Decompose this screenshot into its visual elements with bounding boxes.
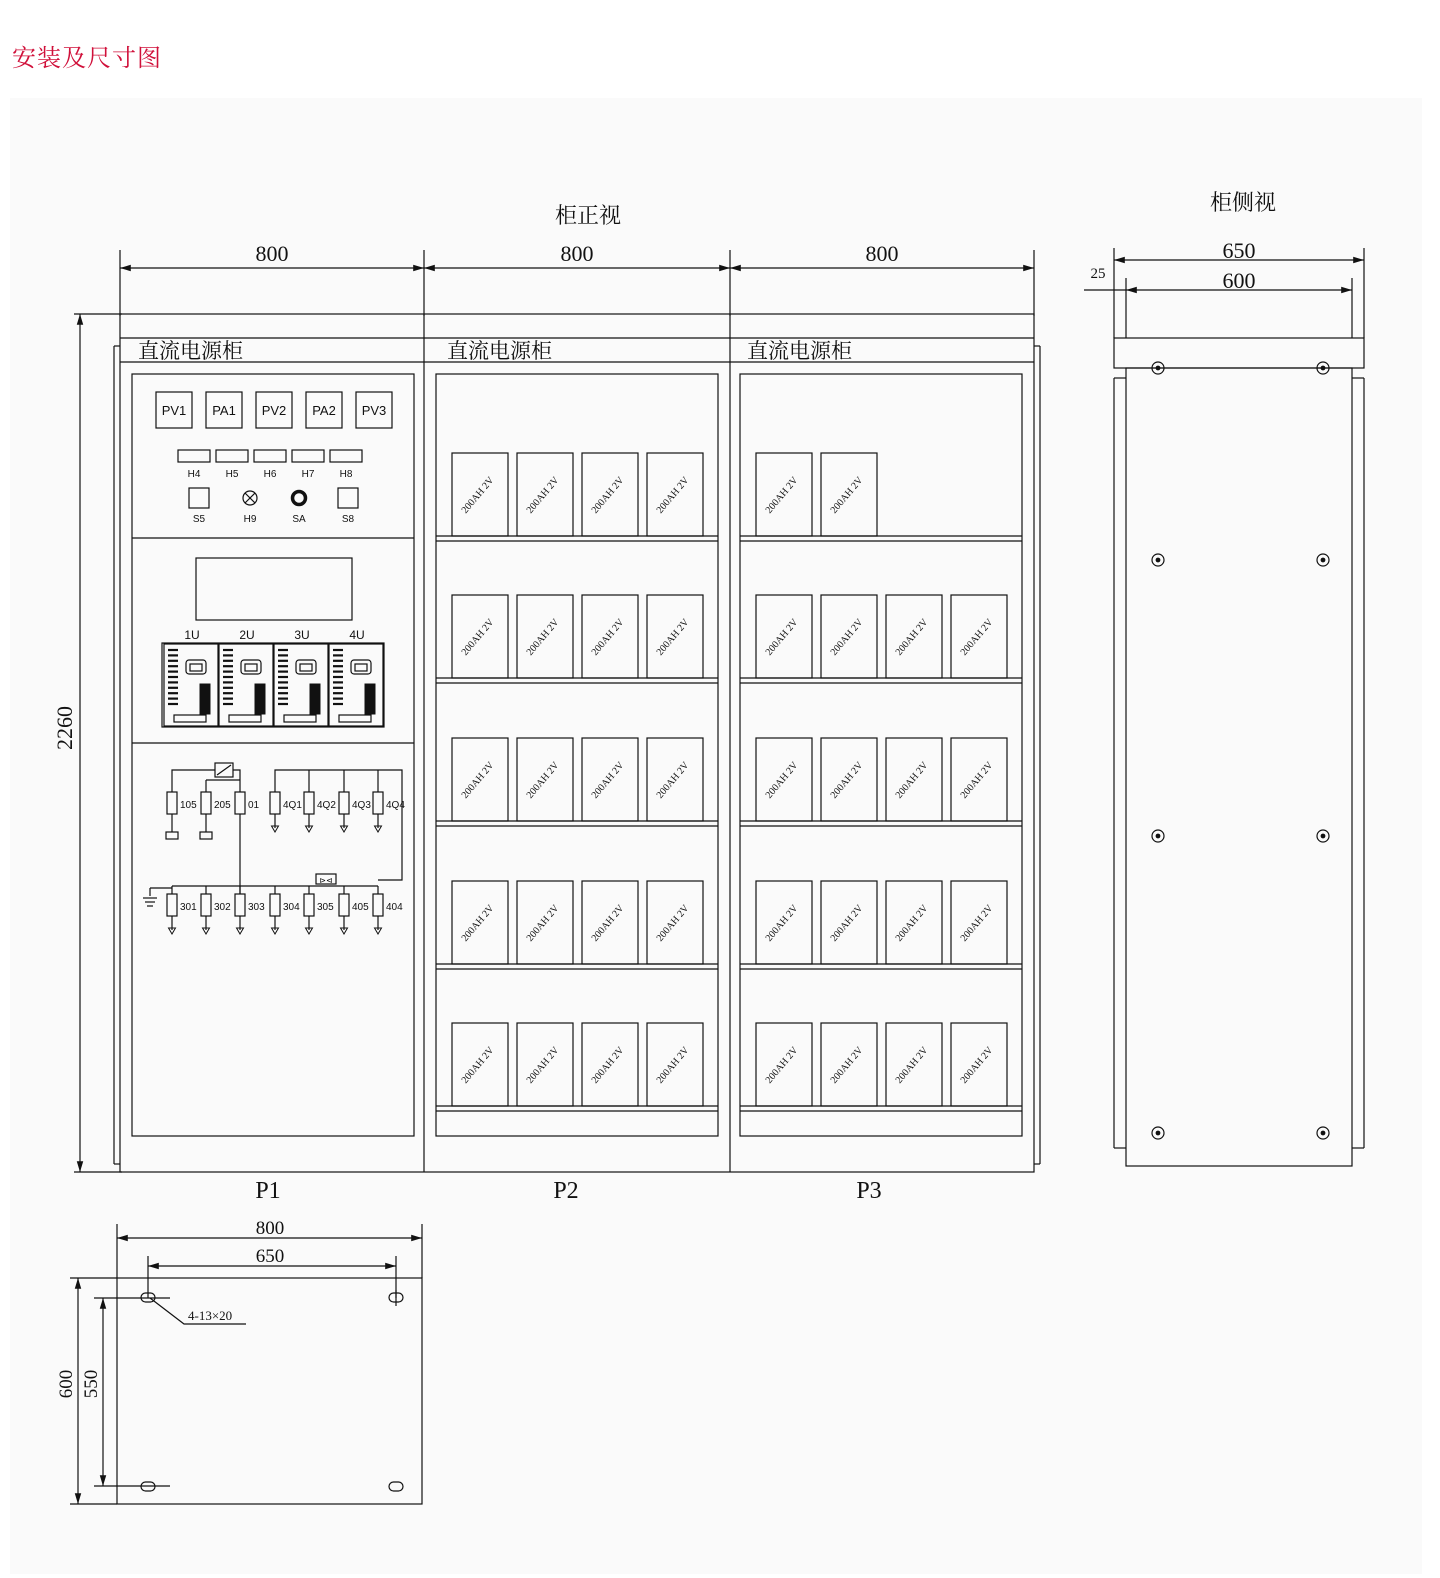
module-display xyxy=(186,660,206,674)
module-heatsink xyxy=(200,684,210,714)
battery-cell xyxy=(886,1023,942,1106)
side-dim-650: 650 xyxy=(1222,238,1256,263)
module-heatsink xyxy=(255,684,265,714)
battery-label: 200AH 2V xyxy=(589,759,627,801)
height-dimension xyxy=(74,314,122,1172)
battery-label: 200AH 2V xyxy=(524,1044,562,1086)
bolt-center xyxy=(1321,834,1326,839)
module-label: 4U xyxy=(349,628,365,642)
base-dim-650: 650 xyxy=(255,1246,285,1267)
control-label: H9 xyxy=(243,514,257,525)
module-label: 2U xyxy=(239,628,255,642)
battery-label: 200AH 2V xyxy=(828,902,866,944)
breaker-label: 4Q2 xyxy=(317,800,336,811)
meter-label: PA2 xyxy=(312,403,336,418)
breaker-label: 4Q3 xyxy=(352,800,371,811)
breaker xyxy=(304,792,314,814)
bolt-center xyxy=(1321,558,1326,563)
battery-label: 200AH 2V xyxy=(589,1044,627,1086)
indicator-lamp xyxy=(216,450,248,462)
battery-cell xyxy=(452,881,508,964)
base-view-drawing xyxy=(70,1224,422,1504)
control-label: S8 xyxy=(341,514,355,525)
width-dim-p2: 800 xyxy=(560,241,594,266)
battery-label: 200AH 2V xyxy=(763,759,801,801)
bolt-center xyxy=(1156,558,1161,563)
battery-cell xyxy=(582,595,638,678)
bolt-center xyxy=(1321,366,1326,371)
battery-label: 200AH 2V xyxy=(589,902,627,944)
battery-cell xyxy=(517,1023,573,1106)
indicator-lamp xyxy=(178,450,210,462)
indicator-lamp xyxy=(292,450,324,462)
breaker-label: 303 xyxy=(248,902,265,913)
battery-label: 200AH 2V xyxy=(763,1044,801,1086)
battery-label: 200AH 2V xyxy=(524,616,562,658)
battery-cell xyxy=(517,738,573,821)
indicator-group xyxy=(178,450,362,480)
switch-button xyxy=(189,488,209,508)
battery-cell xyxy=(821,453,877,536)
cabinet-label-p3: 直流电源柜 xyxy=(747,339,852,363)
breaker-label: 105 xyxy=(180,800,197,811)
battery-cell xyxy=(647,1023,703,1106)
breaker xyxy=(235,894,245,916)
battery-label: 200AH 2V xyxy=(524,902,562,944)
module-display xyxy=(296,660,316,674)
side-view-drawing xyxy=(1084,248,1364,1166)
battery-label: 200AH 2V xyxy=(459,902,497,944)
side-dim-25: 25 xyxy=(1090,266,1106,282)
control-group xyxy=(189,488,358,525)
base-dim-800: 800 xyxy=(255,1218,285,1239)
front-view-title: 柜正视 xyxy=(554,204,622,229)
control-label: SA xyxy=(292,514,306,525)
battery-cell xyxy=(452,738,508,821)
battery-cell xyxy=(951,738,1007,821)
battery-label: 200AH 2V xyxy=(654,1044,692,1086)
battery-label: 200AH 2V xyxy=(893,616,931,658)
selector-switch-icon xyxy=(293,492,306,505)
battery-cell xyxy=(647,881,703,964)
module-handle xyxy=(284,715,316,722)
module-keypad xyxy=(300,664,312,671)
diode-symbol: ⊳⊲ xyxy=(319,876,333,885)
cabinet-label-p2: 直流电源柜 xyxy=(447,339,552,363)
wire xyxy=(275,770,402,880)
fuse-terminal xyxy=(200,832,212,839)
module-heatsink xyxy=(365,684,375,714)
battery-label: 200AH 2V xyxy=(893,759,931,801)
height-dim-label: 2260 xyxy=(52,706,77,750)
module-keypad xyxy=(245,664,257,671)
battery-label: 200AH 2V xyxy=(958,1044,996,1086)
battery-cell xyxy=(886,881,942,964)
breaker xyxy=(270,894,280,916)
battery-label: 200AH 2V xyxy=(654,474,692,516)
breaker xyxy=(167,894,177,916)
module-handle xyxy=(174,715,206,722)
meter-group xyxy=(156,392,392,428)
battery-label: 200AH 2V xyxy=(524,759,562,801)
breaker-label: 301 xyxy=(180,902,197,913)
wire xyxy=(233,770,240,792)
breaker xyxy=(201,792,211,814)
battery-cell xyxy=(452,1023,508,1106)
indicator-lamp xyxy=(330,450,362,462)
wire xyxy=(172,770,215,792)
indicator-lamp xyxy=(254,450,286,462)
breaker-label: 305 xyxy=(317,902,334,913)
breaker xyxy=(270,792,280,814)
battery-label: 200AH 2V xyxy=(459,759,497,801)
battery-cell xyxy=(821,595,877,678)
fuse-terminal xyxy=(166,832,178,839)
battery-cell xyxy=(821,738,877,821)
breaker-label: 302 xyxy=(214,902,231,913)
meter-label: PV2 xyxy=(261,403,287,418)
battery-cell xyxy=(582,453,638,536)
battery-label: 200AH 2V xyxy=(828,474,866,516)
battery-label: 200AH 2V xyxy=(958,902,996,944)
battery-label: 200AH 2V xyxy=(828,1044,866,1086)
indicator-label: H5 xyxy=(225,469,239,480)
width-dim-p3: 800 xyxy=(865,241,899,266)
breaker-label: 01 xyxy=(248,800,260,811)
breaker xyxy=(339,792,349,814)
module-label: 1U xyxy=(184,628,200,642)
installation-drawing xyxy=(10,98,1422,1574)
battery-cell xyxy=(647,595,703,678)
indicator-label: H4 xyxy=(187,469,201,480)
meter-label: PA1 xyxy=(212,403,236,418)
battery-cell xyxy=(452,453,508,536)
breaker-label: 405 xyxy=(352,902,369,913)
battery-cell xyxy=(582,881,638,964)
battery-cell xyxy=(886,595,942,678)
bolt-center xyxy=(1156,366,1161,371)
indicator-label: H7 xyxy=(301,469,315,480)
module-keypad xyxy=(190,664,202,671)
battery-label: 200AH 2V xyxy=(654,616,692,658)
battery-cell xyxy=(517,453,573,536)
battery-cell xyxy=(756,595,812,678)
side-bolt-group xyxy=(1152,362,1329,1139)
breaker-label: 4Q4 xyxy=(386,800,405,811)
module-display xyxy=(241,660,261,674)
side-dim-600: 600 xyxy=(1222,268,1256,293)
cabinet-name-p1: P1 xyxy=(255,1178,281,1204)
battery-cell xyxy=(821,881,877,964)
battery-label: 200AH 2V xyxy=(654,902,692,944)
battery-cell xyxy=(821,1023,877,1106)
width-dim-p1: 800 xyxy=(255,241,289,266)
module-keypad xyxy=(355,664,367,671)
breaker xyxy=(373,894,383,916)
battery-label: 200AH 2V xyxy=(893,1044,931,1086)
meter-label: PV3 xyxy=(361,403,387,418)
battery-cell xyxy=(951,1023,1007,1106)
bolt-center xyxy=(1156,1131,1161,1136)
module-handle xyxy=(229,715,261,722)
breaker xyxy=(201,894,211,916)
cabinet-name-p2: P2 xyxy=(553,1178,579,1204)
breaker-label: 304 xyxy=(283,902,300,913)
battery-cell xyxy=(756,1023,812,1106)
battery-label: 200AH 2V xyxy=(763,902,801,944)
side-view-title: 柜侧视 xyxy=(1209,191,1277,216)
battery-label: 200AH 2V xyxy=(589,474,627,516)
battery-cell xyxy=(756,738,812,821)
breaker xyxy=(304,894,314,916)
battery-cell xyxy=(886,738,942,821)
battery-cell xyxy=(647,738,703,821)
module-display xyxy=(351,660,371,674)
battery-cell xyxy=(517,881,573,964)
drawing-area xyxy=(10,98,1422,1574)
battery-label: 200AH 2V xyxy=(459,474,497,516)
battery-label: 200AH 2V xyxy=(459,1044,497,1086)
battery-group xyxy=(436,453,1022,1111)
base-dim-600: 600 xyxy=(56,1369,77,1399)
breaker xyxy=(339,894,349,916)
section-title: 安装及尺寸图 xyxy=(12,44,162,72)
module-handle xyxy=(339,715,371,722)
indicator-label: H8 xyxy=(339,469,353,480)
battery-label: 200AH 2V xyxy=(589,616,627,658)
battery-label: 200AH 2V xyxy=(524,474,562,516)
indicator-label: H6 xyxy=(263,469,277,480)
battery-cell xyxy=(582,1023,638,1106)
battery-label: 200AH 2V xyxy=(828,616,866,658)
battery-cell xyxy=(452,595,508,678)
battery-cell xyxy=(517,595,573,678)
battery-label: 200AH 2V xyxy=(763,616,801,658)
base-dim-550: 550 xyxy=(81,1369,102,1399)
battery-cell xyxy=(756,881,812,964)
cabinet-name-p3: P3 xyxy=(856,1178,882,1204)
breaker-circuit xyxy=(143,763,405,934)
bolt-center xyxy=(1321,1131,1326,1136)
battery-cell xyxy=(647,453,703,536)
battery-label: 200AH 2V xyxy=(828,759,866,801)
battery-label: 200AH 2V xyxy=(958,616,996,658)
breaker xyxy=(167,792,177,814)
meter-label: PV1 xyxy=(161,403,187,418)
cabinet-label-p1: 直流电源柜 xyxy=(138,339,243,363)
battery-label: 200AH 2V xyxy=(893,902,931,944)
module-label: 3U xyxy=(294,628,310,642)
battery-cell xyxy=(582,738,638,821)
battery-label: 200AH 2V xyxy=(654,759,692,801)
breaker-label: 205 xyxy=(214,800,231,811)
battery-label: 200AH 2V xyxy=(763,474,801,516)
breaker xyxy=(235,792,245,814)
battery-cell xyxy=(951,881,1007,964)
battery-label: 200AH 2V xyxy=(958,759,996,801)
breaker xyxy=(373,792,383,814)
battery-label: 200AH 2V xyxy=(459,616,497,658)
breaker-label: 4Q1 xyxy=(283,800,302,811)
control-label: S5 xyxy=(192,514,206,525)
switch-button xyxy=(338,488,358,508)
bolt-center xyxy=(1156,834,1161,839)
base-hole-note: 4-13×20 xyxy=(188,1308,233,1323)
transformer-diag xyxy=(217,765,231,775)
breaker-label: 404 xyxy=(386,902,403,913)
battery-cell xyxy=(756,453,812,536)
battery-cell xyxy=(951,595,1007,678)
module-heatsink xyxy=(310,684,320,714)
